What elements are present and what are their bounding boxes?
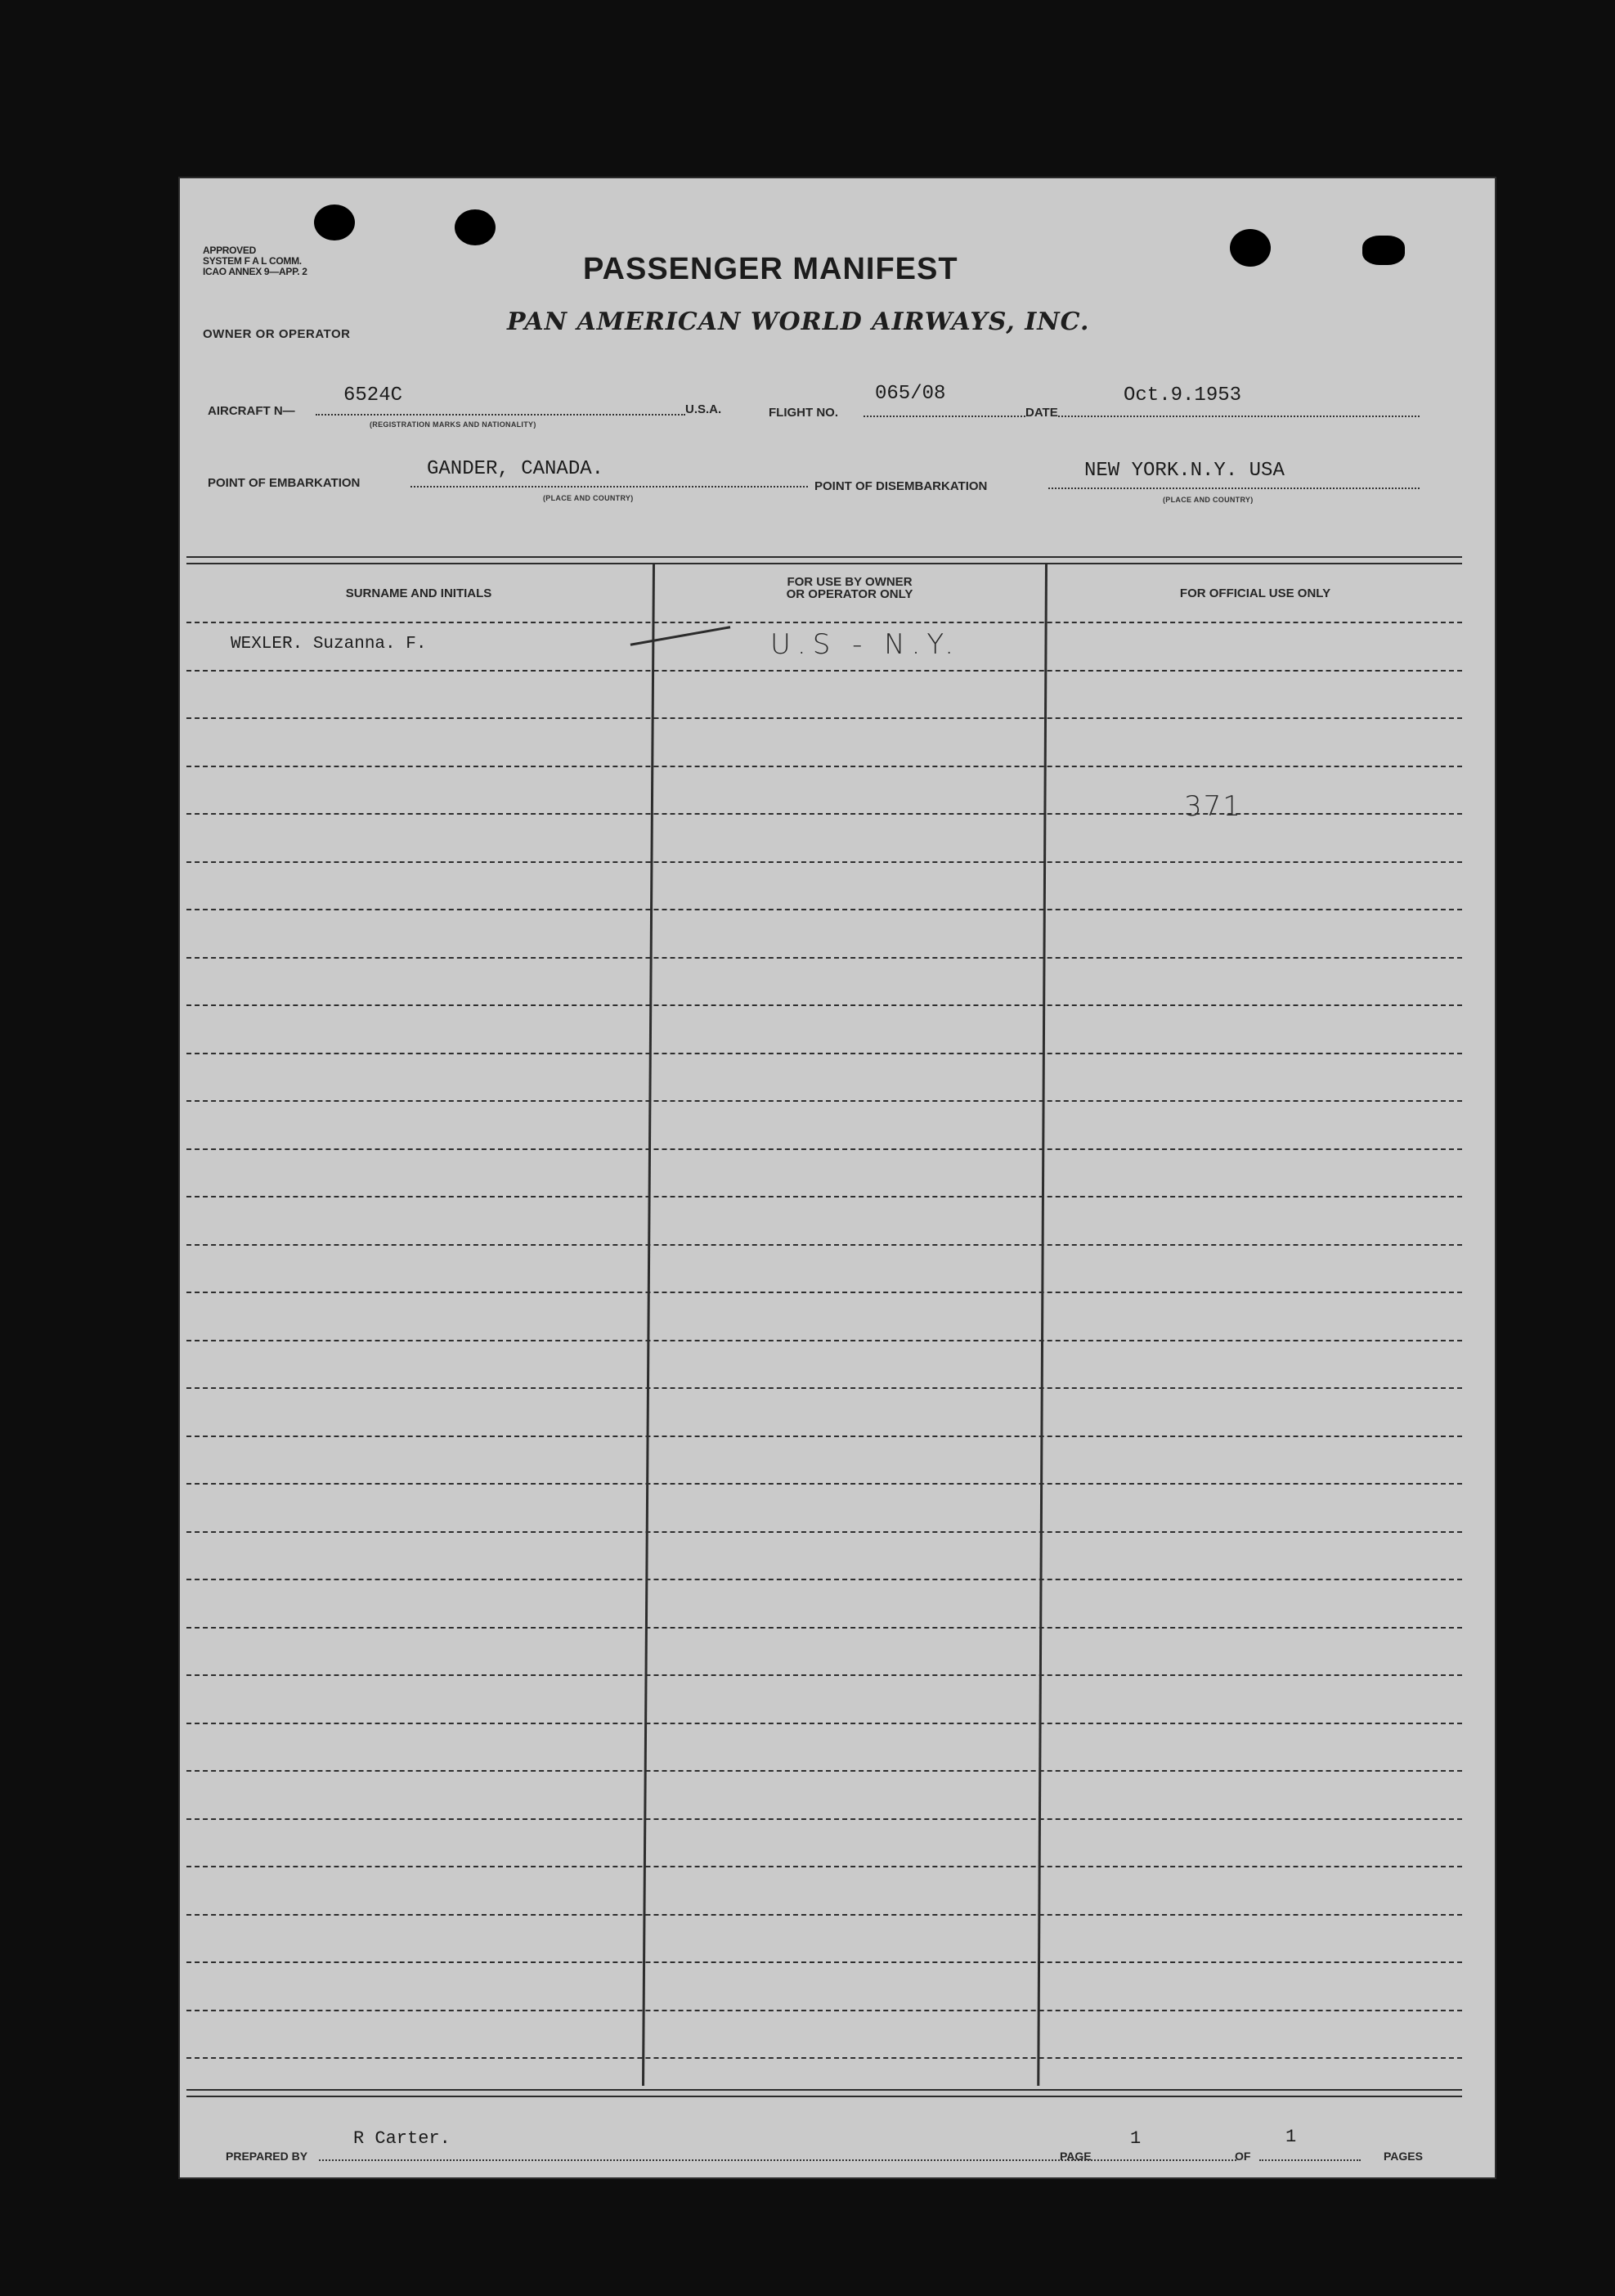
page-title: PASSENGER MANIFEST: [583, 252, 958, 286]
row-line: [186, 1531, 1462, 1533]
passenger-name: WEXLER. Suzanna. F.: [231, 635, 427, 654]
row-line: [186, 1674, 1462, 1676]
row-line: [186, 909, 1462, 910]
handwritten-dash: [630, 626, 731, 645]
approval-line: APPROVED: [203, 245, 256, 256]
aircraft-sublabel: (REGISTRATION MARKS AND NATIONALITY): [370, 420, 536, 429]
pages-label: PAGES: [1384, 2150, 1423, 2163]
row-line: [186, 1914, 1462, 1916]
disembarkation-label: POINT OF DISEMBARKATION: [814, 479, 988, 493]
pages-underline: [1259, 2159, 1361, 2161]
column-header-surname: SURNAME AND INITIALS: [345, 586, 492, 600]
row-line: [186, 1723, 1462, 1724]
flight-value: 065/08: [875, 383, 946, 405]
prepared-underline: [319, 2159, 1236, 2161]
row-line: [186, 1961, 1462, 1963]
usa-label: U.S.A.: [685, 402, 722, 416]
date-value: Oct.9.1953: [1124, 384, 1242, 407]
page-value: 1: [1130, 2128, 1142, 2149]
approval-line: ICAO ANNEX 9—APP. 2: [203, 266, 307, 277]
page-label: PAGE: [1060, 2150, 1092, 2163]
handwritten-destination: U.S - N.Y.: [770, 628, 961, 661]
disembarkation-value: NEW YORK.N.Y. USA: [1084, 460, 1285, 482]
row-line: [186, 1196, 1462, 1197]
row-line: [186, 1292, 1462, 1293]
row-line: [186, 622, 1462, 623]
approval-line: SYSTEM F A L COMM.: [203, 255, 302, 267]
row-line: [186, 670, 1462, 672]
disembarkation-underline: [1048, 488, 1420, 489]
row-line: [186, 1579, 1462, 1580]
footer-rule: [186, 2089, 1462, 2091]
embarkation-sublabel: (PLACE AND COUNTRY): [543, 494, 634, 502]
prepared-value: R Carter.: [353, 2128, 451, 2149]
column-divider: [642, 564, 655, 2086]
row-line: [186, 1053, 1462, 1054]
flight-underline: [864, 416, 1025, 417]
embarkation-value: GANDER, CANADA.: [427, 458, 604, 480]
manifest-sheet: [178, 177, 1496, 2179]
owner-label: OWNER OR OPERATOR: [203, 327, 351, 341]
row-line: [186, 1866, 1462, 1867]
row-line: [186, 1627, 1462, 1629]
row-line: [186, 1818, 1462, 1820]
column-header-owner-line: OR OPERATOR ONLY: [786, 587, 913, 601]
embarkation-label: POINT OF EMBARKATION: [208, 476, 361, 490]
row-line: [186, 1770, 1462, 1772]
aircraft-label: AIRCRAFT N—: [208, 404, 295, 418]
row-line: [186, 2057, 1462, 2059]
column-header-owner: [656, 576, 1043, 600]
date-underline: [1058, 416, 1420, 417]
prepared-label: PREPARED BY: [226, 2150, 308, 2163]
row-line: [186, 1100, 1462, 1102]
disembarkation-sublabel: (PLACE AND COUNTRY): [1163, 496, 1254, 504]
column-header-owner-line: FOR USE BY OWNER: [787, 575, 913, 589]
row-line: [186, 813, 1462, 815]
row-line: [186, 766, 1462, 767]
row-line: [186, 1436, 1462, 1437]
row-line: [186, 1340, 1462, 1341]
row-line: [186, 1483, 1462, 1485]
of-label: OF: [1235, 2150, 1251, 2163]
approval-stamp: [203, 245, 307, 277]
aircraft-value: 6524C: [343, 384, 403, 407]
row-line: [186, 1244, 1462, 1246]
row-line: [186, 861, 1462, 863]
punch-hole: [314, 204, 355, 240]
row-line: [186, 2010, 1462, 2011]
flight-label: FLIGHT NO.: [769, 406, 838, 420]
date-label: DATE: [1025, 406, 1058, 420]
column-divider: [1037, 564, 1048, 2086]
row-line: [186, 1004, 1462, 1006]
table-top-rule: [186, 563, 1462, 564]
punch-hole: [1362, 236, 1405, 265]
column-header-official: FOR OFFICIAL USE ONLY: [1179, 586, 1331, 600]
row-line: [186, 717, 1462, 719]
row-line: [186, 957, 1462, 959]
airline-name: PAN AMERICAN WORLD AIRWAYS, INC.: [507, 308, 1090, 336]
row-line: [186, 1148, 1462, 1150]
table-top-rule: [186, 556, 1462, 558]
aircraft-underline: [316, 414, 685, 416]
punch-hole: [1230, 229, 1271, 267]
footer-rule: [186, 2096, 1462, 2097]
punch-hole: [455, 209, 496, 245]
of-value: 1: [1285, 2127, 1297, 2147]
embarkation-underline: [410, 486, 808, 488]
handwritten-official-number: 371: [1184, 790, 1242, 823]
row-line: [186, 1387, 1462, 1389]
